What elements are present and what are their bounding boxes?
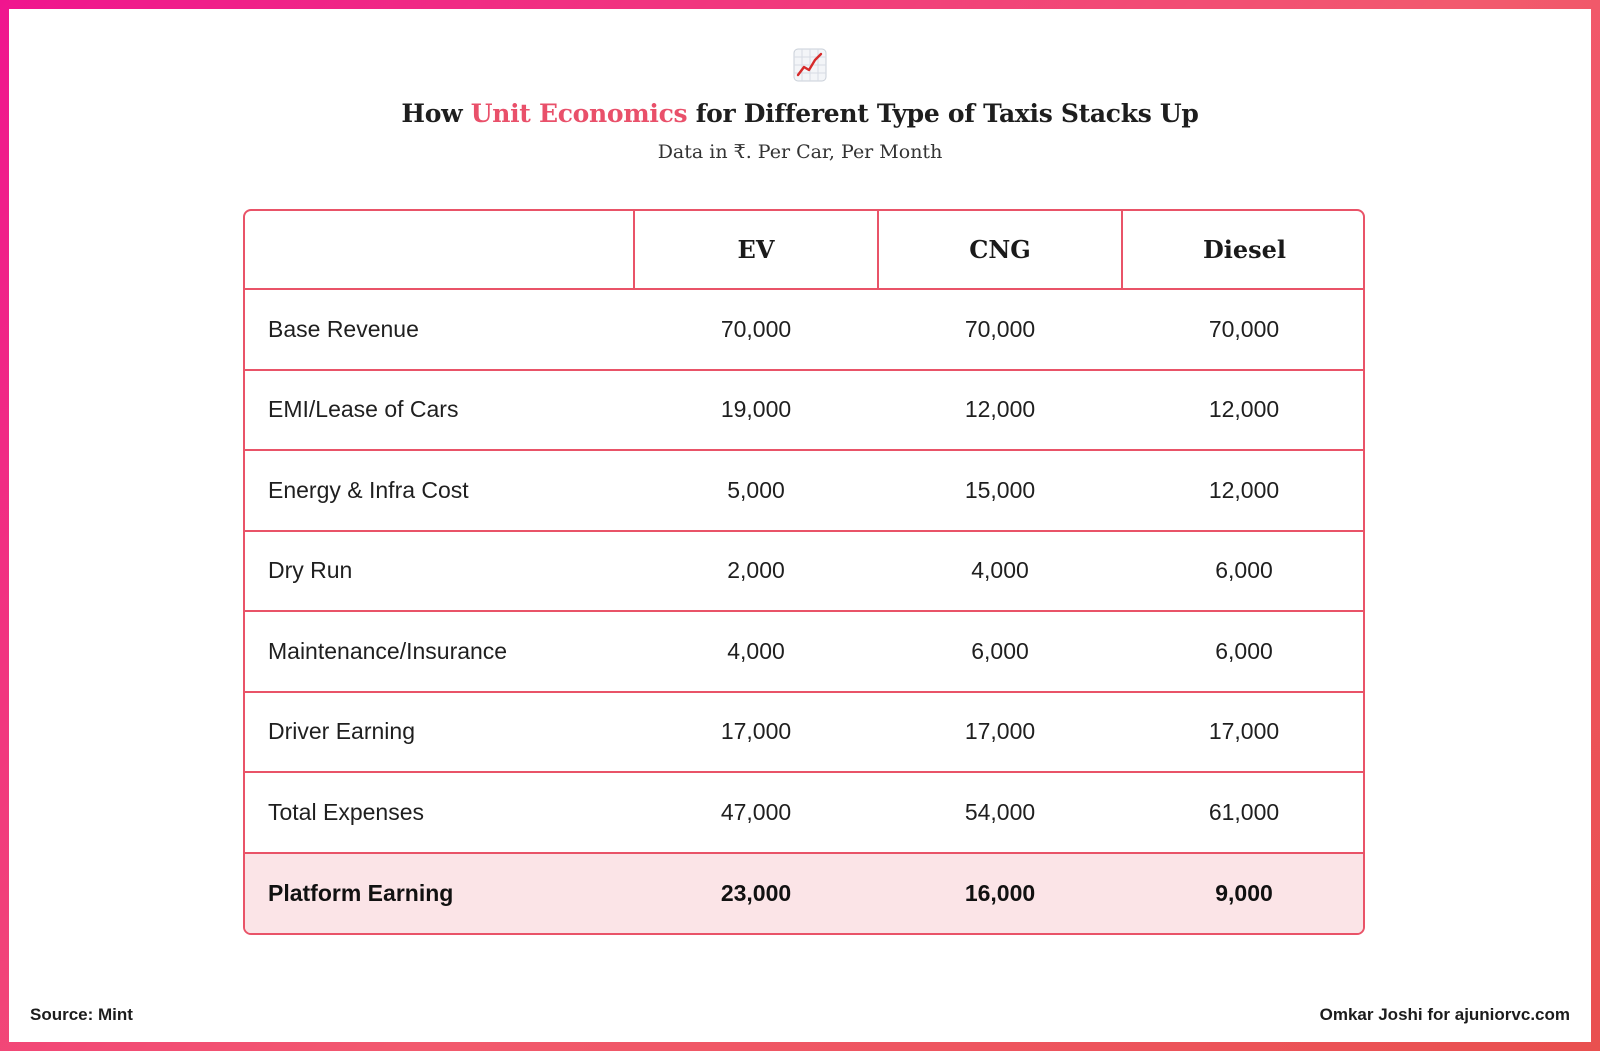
chart-increasing-icon	[793, 48, 827, 82]
value-cell: 12,000	[1122, 370, 1365, 451]
value-cell: 6,000	[878, 611, 1122, 692]
row-label: EMI/Lease of Cars	[245, 370, 634, 451]
table-row	[245, 370, 1365, 451]
table-row	[245, 289, 1365, 370]
value-cell: 6,000	[1122, 531, 1365, 612]
value-cell: 12,000	[1122, 450, 1365, 531]
value-cell: 4,000	[878, 531, 1122, 612]
table-row	[245, 692, 1365, 773]
value-cell: 16,000	[878, 853, 1122, 934]
value-cell: 19,000	[634, 370, 878, 451]
header-cell-diesel: Diesel	[1122, 211, 1365, 289]
row-label: Maintenance/Insurance	[245, 611, 634, 692]
value-cell: 2,000	[634, 531, 878, 612]
header-cell-empty	[245, 211, 634, 289]
table-row	[245, 772, 1365, 853]
chart-title	[9, 99, 1591, 128]
value-cell: 4,000	[634, 611, 878, 692]
value-cell: 17,000	[878, 692, 1122, 773]
table-body	[245, 289, 1365, 933]
value-cell: 23,000	[634, 853, 878, 934]
row-label: Energy & Infra Cost	[245, 450, 634, 531]
source-note: Source: Mint	[30, 1005, 133, 1024]
table-row	[245, 531, 1365, 612]
row-label: Base Revenue	[245, 289, 634, 370]
value-cell: 12,000	[878, 370, 1122, 451]
chart-subtitle: Data in ₹. Per Car, Per Month	[657, 141, 943, 163]
table-row	[245, 450, 1365, 531]
row-label: Driver Earning	[245, 692, 634, 773]
header-cell-cng: CNG	[878, 211, 1122, 289]
value-cell: 70,000	[1122, 289, 1365, 370]
table-row	[245, 853, 1365, 934]
unit-economics-table	[243, 209, 1365, 935]
value-cell: 54,000	[878, 772, 1122, 853]
row-label: Platform Earning	[245, 853, 634, 934]
value-cell: 61,000	[1122, 772, 1365, 853]
value-cell: 5,000	[634, 450, 878, 531]
infographic-canvas	[9, 9, 1591, 1042]
title-suffix: for Different Type of Taxis Stacks Up	[687, 99, 1199, 128]
value-cell: 9,000	[1122, 853, 1365, 934]
value-cell: 15,000	[878, 450, 1122, 531]
header-cell-ev: EV	[634, 211, 878, 289]
value-cell: 70,000	[634, 289, 878, 370]
value-cell: 17,000	[634, 692, 878, 773]
title-prefix: How	[401, 99, 471, 128]
value-cell: 70,000	[878, 289, 1122, 370]
value-cell: 17,000	[1122, 692, 1365, 773]
row-label: Dry Run	[245, 531, 634, 612]
row-label: Total Expenses	[245, 772, 634, 853]
title-highlight: Unit Economics	[470, 99, 688, 128]
table-row	[245, 611, 1365, 692]
value-cell: 6,000	[1122, 611, 1365, 692]
credit-note: Omkar Joshi for ajuniorvc.com	[1319, 1005, 1570, 1024]
header-row	[245, 211, 1365, 289]
value-cell: 47,000	[634, 772, 878, 853]
